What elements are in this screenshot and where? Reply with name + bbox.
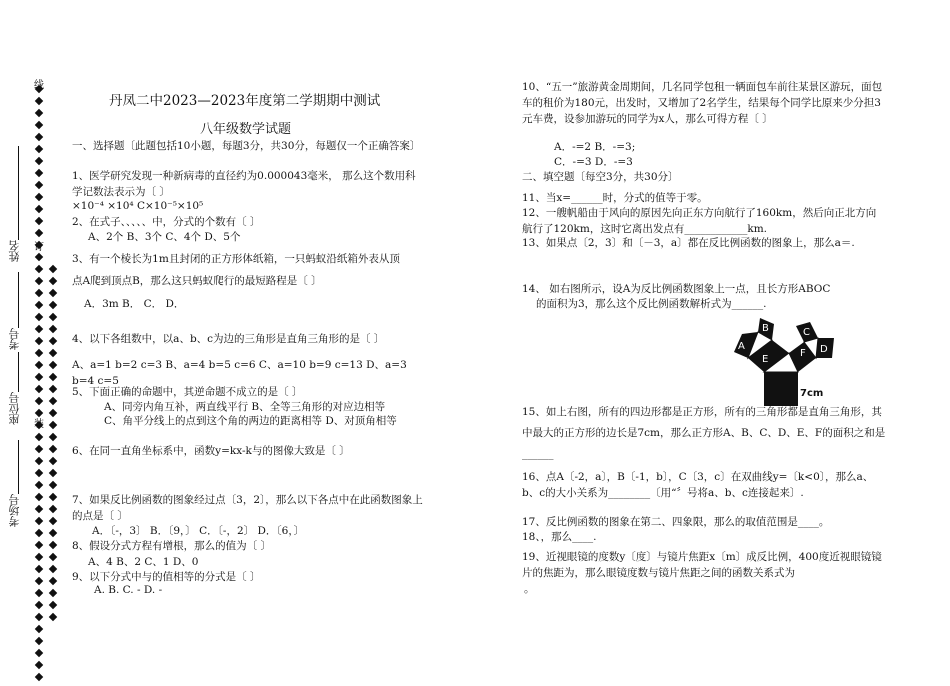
label-b: B [762, 323, 769, 334]
question-1-options: ×10⁻⁴ ×10⁴ C×10⁻⁵×10⁵ [72, 200, 204, 212]
question-9: 9、以下分式中与的值相等的分式是〔 〕 [72, 571, 261, 583]
binding-dots [35, 82, 43, 686]
room-no-line [18, 440, 19, 494]
largest-square [764, 372, 798, 406]
exam-no-label: 考号 [8, 328, 21, 350]
room-no-label: 考场号 [8, 494, 21, 527]
page-title: 丹凤二中2023—2023年度第二学期期中测试 [109, 93, 381, 109]
question-7-options: A．〔-，3〕 B．〔9，〕 C．〔-，2〕 D．〔6，〕 [92, 525, 305, 537]
name-label: 姓名 [8, 240, 21, 262]
label-d: D [820, 344, 828, 355]
question-17: 17、反比例函数的图象在第二、四象限，那么的取值范围是____。 [522, 516, 830, 528]
question-10-options-cd: C．-=3 D．-=3 [554, 156, 633, 168]
question-7: 7、如果反比例函数的图象经过点〔3，2〕，那么以下各点中在此函数图象上的点是〔 〕 [72, 494, 423, 522]
name-line [18, 146, 19, 240]
question-4-options: A、a=1 b=2 c=3 B、a=4 b=5 c=6 C、a=10 b=9 c=13 D、a=3 b=4 c=5 [72, 359, 407, 387]
question-12: 12、一艘帆船由于风向的原因先向正东方向航行了160km，然后向正北方向航行了120km，这时它离出发点有____________km. [522, 207, 877, 235]
seat-no-line [18, 352, 19, 392]
question-9-options: A. B. C. - D. - [94, 584, 163, 596]
question-4: 4、以下各组数中，以a、b、c为边的三角形是直角三角形的是〔 〕 [72, 333, 385, 345]
question-19-end: 。 [524, 583, 535, 595]
pythagoras-tree-figure [728, 316, 838, 408]
question-3: 3、有一个棱长为1m且封闭的正方形体纸箱，一只蚂蚁沿纸箱外表从顶 [72, 253, 400, 265]
binding-zhuang: 装 [34, 419, 44, 430]
label-side-length: 7cm [800, 388, 824, 399]
page-subtitle: 八年级数学试题 [200, 122, 292, 137]
seat-no-label: 座位号 [8, 392, 21, 425]
question-5-options-ab: A、同旁内角互补，两直线平行 B、全等三角形的对应边相等 [104, 401, 386, 413]
question-16: 16、点A〔-2，a〕，B〔-1，b〕，C〔3，c〕在双曲线y=〔k<0〕，那么a、b、c的大小关系为________〔用“〞号将a、b、c连接起来〕. [522, 471, 874, 499]
question-5: 5、下面正确的命题中，其逆命题不成立的是〔 〕 [72, 386, 303, 398]
question-11: 11、当x=______时，分式的值等于零。 [522, 192, 708, 204]
binding-ding: 订 [34, 242, 44, 253]
question-2: 2、在式子、、、、、中，分式的个数有〔 〕 [72, 216, 261, 228]
question-3-cont: 点A爬到顶点B，那么这只蚂蚁爬行的最短路程是〔 〕 [72, 275, 322, 287]
exam-no-line [18, 272, 19, 328]
label-f: F [800, 348, 806, 359]
section-fill: 二、填空题〔每空3分，共30分〕 [522, 171, 679, 183]
question-10: 10、“五一”旅游黄金周期间，几名同学包租一辆面包车前往某景区游玩，面包车的租价为180元，出发时，又增加了2名学生，结果每个同学比原来少分担3元车费，设参加游玩的同学为x人，那么可得方程〔 〕 [522, 81, 883, 125]
question-14: 14、 如右图所示，设A为反比例函数图象上一点，且长方形ABOC [522, 283, 831, 295]
question-8-options: A、4 B、2 C、1 D、0 [88, 556, 199, 568]
label-c: C [803, 327, 810, 338]
label-a: A [738, 341, 745, 352]
question-5-options-cd: C、角平分线上的点到这个角的两边的距离相等 D、对顶角相等 [104, 415, 397, 427]
question-1: 1、医学研究发现一种新病毒的直径约为0.000043毫米， 那么这个数用科学记数法表示为〔 〕 [72, 170, 416, 198]
question-14-cont: 的面积为3，那么这个反比例函数解析式为______. [536, 298, 767, 310]
question-2-options: A、2个 B、3个 C、4个 D、5个 [88, 231, 241, 243]
binding-dots-inner [49, 262, 57, 626]
question-18: 18、，那么____. [522, 531, 597, 543]
binding-xian: 线 [34, 80, 44, 91]
question-13: 13、如果点〔2，3〕和〔－3，a〕都在反比例函数的图象上，那么a＝. [522, 237, 855, 249]
section-choice: 一、选择题〔此题包括10小题，每题3分，共30分，每题仅一个正确答案〕 [72, 140, 421, 152]
question-3-options: A．3m B． C． D． [84, 298, 185, 310]
question-8: 8、假设分式方程有增根，那么的值为〔 〕 [72, 540, 272, 552]
question-19: 19、近视眼镜的度数y〔度〕与镜片焦距x〔m〕成反比例，400度近视眼镜镜片的焦距为，那么眼镜度数与镜片焦距之间的函数关系式为 [522, 551, 882, 579]
label-e: E [762, 354, 769, 365]
question-6: 6、在同一直角坐标系中，函数y=kx-k与的图像大致是〔 〕 [72, 445, 350, 457]
question-15: 15、如上右图，所有的四边形都是正方形，所有的三角形都是直角三角形，其中最大的正方形的边长是7cm，那么正方形A、B、C、D、E、F的面积之和是______ [522, 406, 886, 460]
question-10-options-ab: A．-=2 B．-=3; [554, 141, 636, 153]
